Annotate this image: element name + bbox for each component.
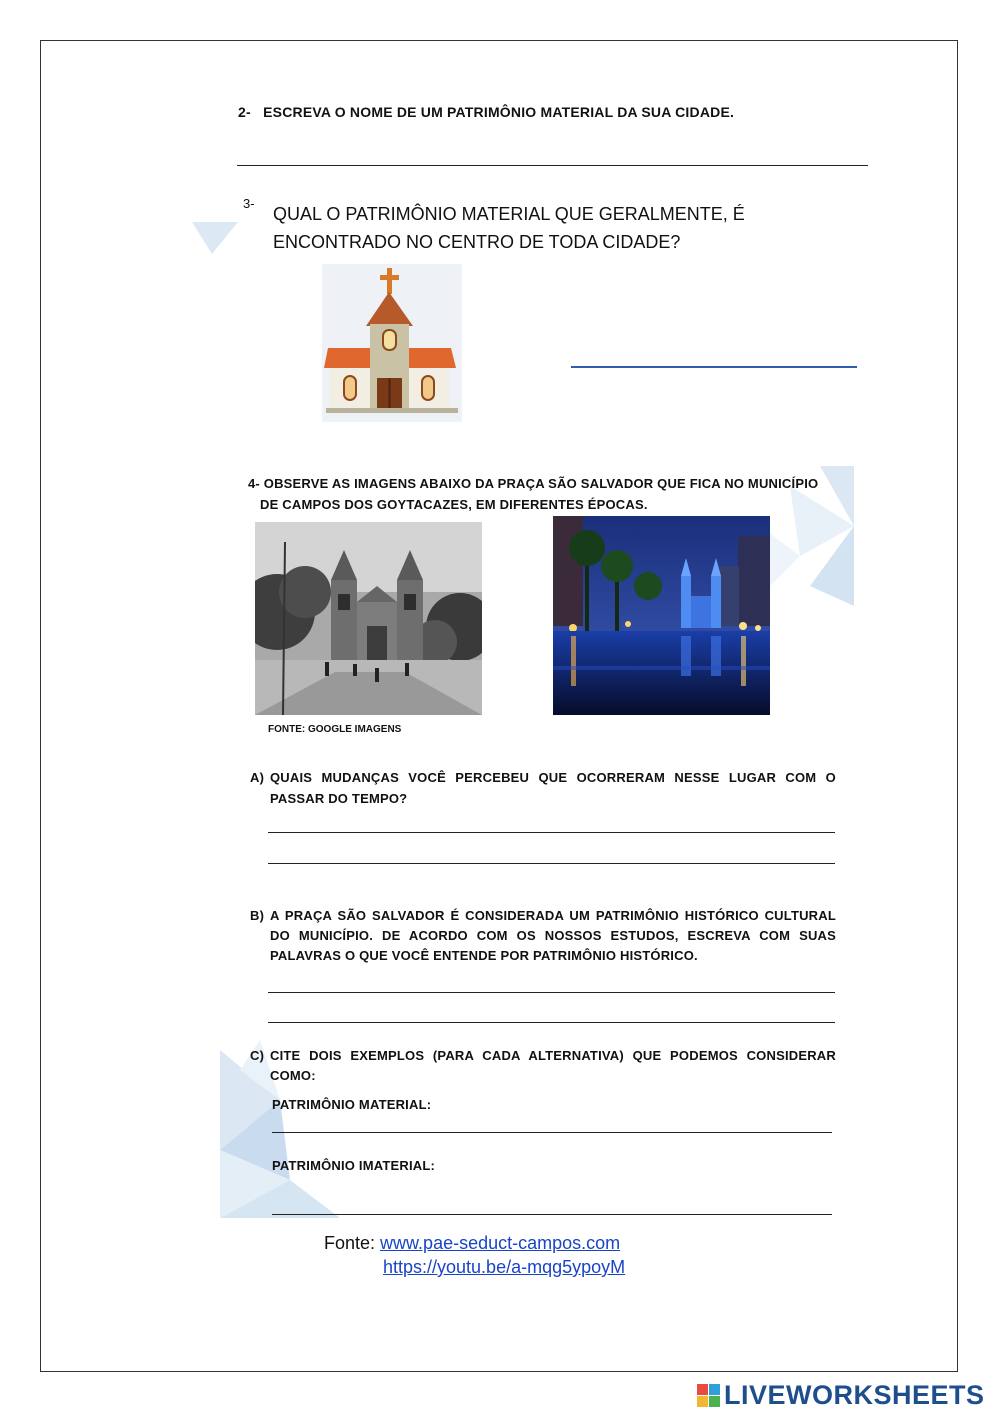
question-c-label: C) <box>250 1048 265 1063</box>
liveworksheets-brand-name: LIVEWORKSHEETS <box>724 1380 985 1410</box>
question-2-answer-input[interactable] <box>237 147 868 166</box>
question-3-line-2: ENCONTRADO NO CENTRO DE TODA CIDADE? <box>273 232 681 252</box>
liveworksheets-logo-icon <box>697 1384 720 1407</box>
question-a-label: A) <box>250 770 265 785</box>
praca-sao-salvador-old-photo <box>255 522 482 715</box>
question-4 <box>248 473 818 515</box>
question-b-answer-line-1[interactable] <box>268 974 835 993</box>
question-b-answer-line-2[interactable] <box>268 1004 835 1023</box>
question-3-line-1: QUAL O PATRIMÔNIO MATERIAL QUE GERALMENTE, É <box>273 204 745 224</box>
question-3-text <box>273 200 745 256</box>
question-c <box>250 1046 836 1086</box>
question-c-material-label: PATRIMÔNIO MATERIAL: <box>272 1097 432 1112</box>
question-4-number: 4- <box>248 476 260 491</box>
question-2-text: ESCREVA O NOME DE UM PATRIMÔNIO MATERIAL DA SUA CIDADE. <box>263 104 735 120</box>
source-link-pae-seduct[interactable]: www.pae-seduct-campos.com <box>380 1233 621 1253</box>
sources-prefix: Fonte: <box>324 1233 376 1253</box>
question-a-text: QUAIS MUDANÇAS VOCÊ PERCEBEU QUE OCORRERAM NESSE LUGAR COM O PASSAR DO TEMPO? <box>270 770 836 806</box>
question-c-immaterial-answer-input[interactable] <box>272 1196 832 1215</box>
question-c-material-answer-input[interactable] <box>272 1114 832 1133</box>
decorative-triangles-top-left <box>192 222 242 258</box>
question-4-line-1: OBSERVE AS IMAGENS ABAIXO DA PRAÇA SÃO SALVADOR QUE FICA NO MUNICÍPIO <box>263 476 819 491</box>
question-2 <box>238 104 734 120</box>
question-a-answer-line-1[interactable] <box>268 814 835 833</box>
images-source-caption: FONTE: GOOGLE IMAGENS <box>268 724 402 735</box>
question-b-text: A PRAÇA SÃO SALVADOR É CONSIDERADA UM PATRIMÔNIO HISTÓRICO CULTURAL DO MUNICÍPIO. DE ACORDO COM OS NOSSOS ESTUDOS, ESCREVA COM SUAS PALAVRAS O QUE VOCÊ ENTENDE POR PATRIMÔNIO HISTÓRICO. <box>270 908 836 963</box>
church-illustration <box>322 264 462 422</box>
question-2-number: 2- <box>238 104 251 120</box>
source-link-youtube[interactable]: https://youtu.be/a-mqg5ypoyM <box>383 1257 626 1277</box>
question-3-answer-input[interactable] <box>571 348 857 368</box>
question-a <box>250 767 836 809</box>
question-b <box>250 906 836 966</box>
question-3-number: 3- <box>243 196 255 211</box>
praca-sao-salvador-new-photo <box>553 516 770 715</box>
sources-block <box>324 1231 625 1279</box>
question-c-immaterial-label: PATRIMÔNIO IMATERIAL: <box>272 1158 436 1173</box>
question-4-line-2: DE CAMPOS DOS GOYTACAZES, EM DIFERENTES ÉPOCAS. <box>260 497 648 512</box>
question-a-answer-line-2[interactable] <box>268 845 835 864</box>
liveworksheets-logo <box>697 1380 985 1411</box>
question-c-text: CITE DOIS EXEMPLOS (PARA CADA ALTERNATIVA) QUE PODEMOS CONSIDERAR COMO: <box>270 1048 836 1083</box>
question-b-label: B) <box>250 908 265 923</box>
